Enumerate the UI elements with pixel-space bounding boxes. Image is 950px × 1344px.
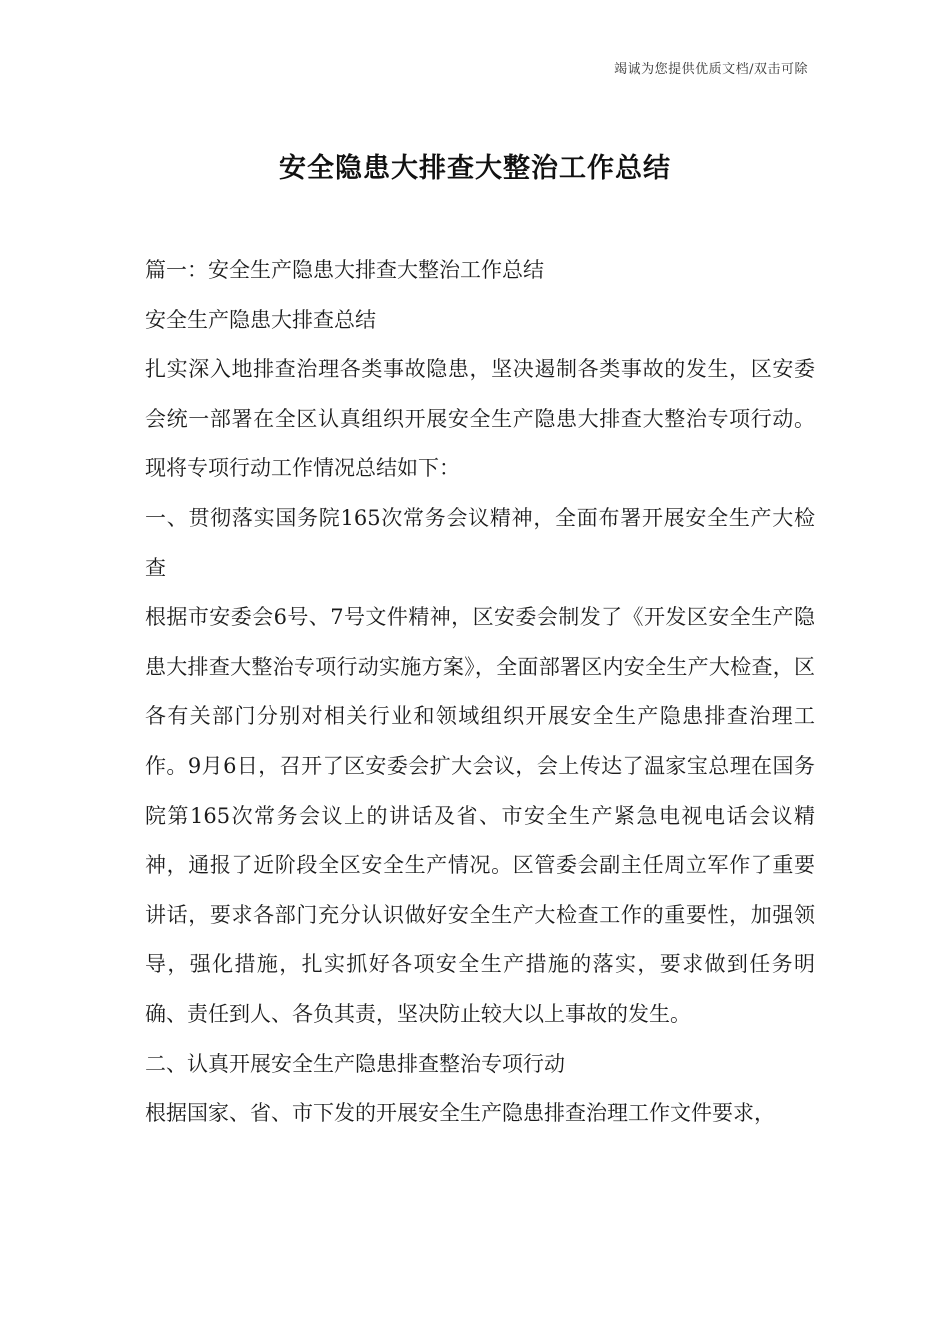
paragraph: 根据国家、省、市下发的开展安全生产隐患排查治理工作文件要求， [145, 1101, 775, 1126]
document-title: 安全隐患大排查大整治工作总结 [279, 153, 671, 184]
section-heading: 一、贯彻落实国务院165次常务会议精神，全面布署开展安全生产大检查 [145, 505, 815, 580]
header-note: 竭诚为您提供优质文档/双击可除 [614, 62, 808, 77]
paragraph: 根据市安委会6号、7号文件精神，区安委会制发了《开发区安全生产隐患大排查大整治专项行动实施方案》，全面部署区内安全生产大检查，区各有关部门分别对相关行业和领域组织开展安全生产隐患排查治理工作。9月6日，召开了区安委会扩大会议，会上传达了温家宝总理在国务院第165次常务会议上的讲话及省、市安全生产紧急电视电话会议精神，通报了近阶段全区安全生产情况。区管委会副主任周立军作了重要讲话，要求各部门充分认识做好安全生产大检查工作的重要性，加强领导，强化措施，扎实抓好各项安全生产措施的落实，要求做到任务明确、责任到人、各负其责，坚决防止较大以上事故的发生。 [145, 605, 815, 1026]
paragraph: 扎实深入地排查治理各类事故隐患，坚决遏制各类事故的发生，区安委会统一部署在全区认真组织开展安全生产隐患大排查大整治专项行动。现将专项行动工作情况总结如下： [145, 357, 815, 481]
section-heading: 二、认真开展安全生产隐患排查整治专项行动 [145, 1051, 565, 1076]
section-heading: 篇一：安全生产隐患大排查大整治工作总结 [145, 258, 544, 282]
subtitle: 安全生产隐患大排查总结 [145, 307, 376, 332]
document-body [145, 246, 815, 1139]
